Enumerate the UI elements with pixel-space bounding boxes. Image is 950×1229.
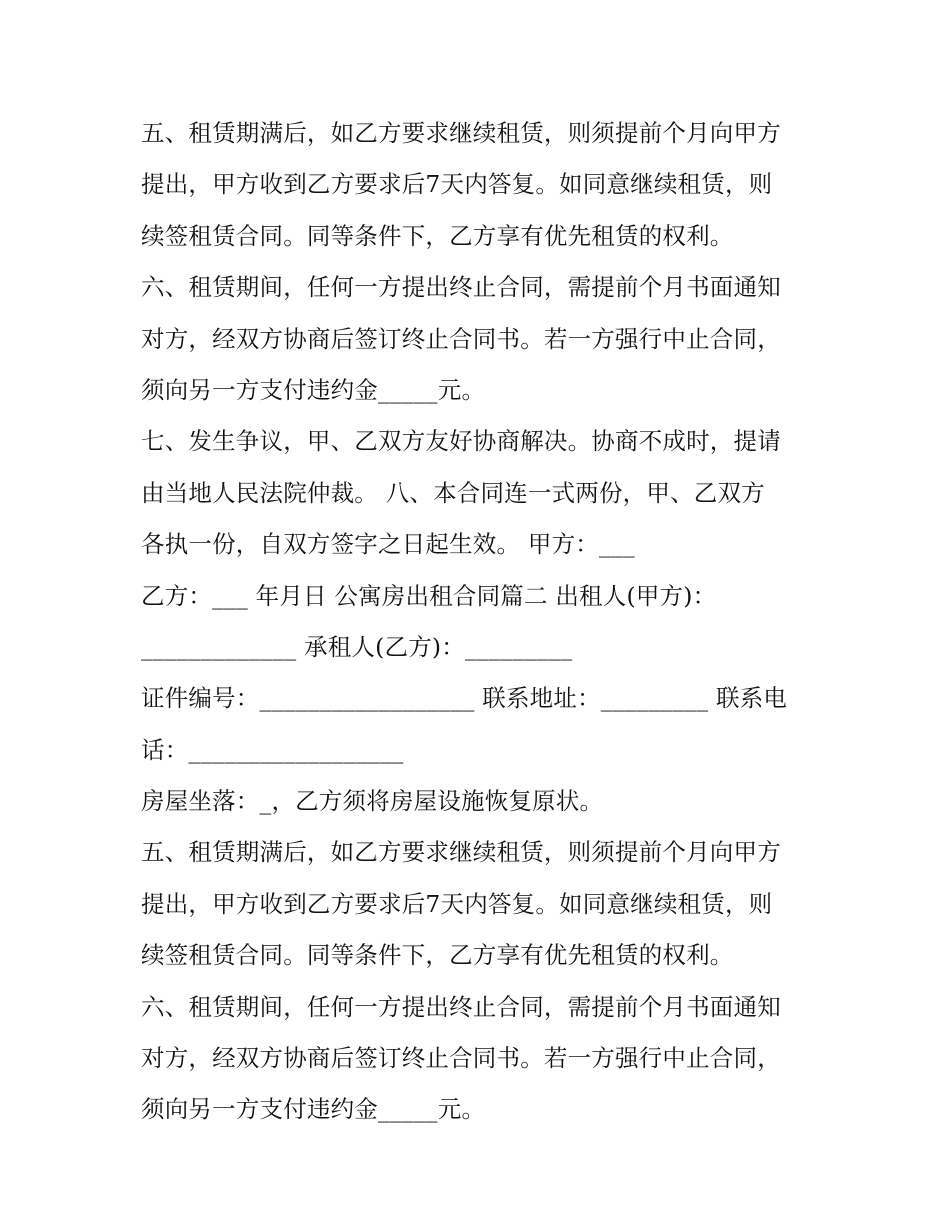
text-line: 提出，甲方收到乙方要求后7天内答复。如同意继续租赁，则 xyxy=(141,889,773,918)
text-line: 房屋坐落：_，乙方须将房屋设施恢复原状。 xyxy=(141,787,604,816)
text-line: 须向另一方支付违约金_____元。 xyxy=(141,375,486,404)
text-line: 提出，甲方收到乙方要求后7天内答复。如同意继续租赁，则 xyxy=(141,170,773,199)
contract-text xyxy=(141,108,831,1136)
text-line: 话：__________________ xyxy=(141,735,404,764)
text-line: 乙方：___ 年月日 公寓房出租合同篇二 出租人(甲方)： xyxy=(141,581,717,610)
text-line: 续签租赁合同。同等条件下，乙方享有优先租赁的权利。 xyxy=(141,221,734,250)
text-line: 续签租赁合同。同等条件下，乙方享有优先租赁的权利。 xyxy=(141,941,734,970)
text-line: 五、租赁期满后，如乙方要求继续租赁，则须提前个月向甲方 xyxy=(141,119,781,147)
text-line: 六、租赁期间，任何一方提出终止合同，需提前个月书面通知 xyxy=(141,992,781,1021)
text-line: _____________ 承租人(乙方)：_________ xyxy=(141,632,573,661)
text-line: 六、租赁期间，任何一方提出终止合同，需提前个月书面通知 xyxy=(141,273,781,302)
text-line: 各执一份，自双方签字之日起生效。 甲方：___ xyxy=(141,530,635,559)
text-line: 对方，经双方协商后签订终止合同书。若一方强行中止合同， xyxy=(141,324,781,353)
text-line: 由当地人民法院仲裁。 八、本合同连一式两份，甲、乙双方 xyxy=(141,478,765,507)
text-line: 七、发生争议，甲、乙双方友好协商解决。协商不成时，提请 xyxy=(141,427,781,456)
text-line: 证件编号：__________________ 联系地址：_________ 联系电 xyxy=(141,684,788,713)
text-line: 对方，经双方协商后签订终止合同书。若一方强行中止合同， xyxy=(141,1044,781,1073)
text-line: 须向另一方支付违约金_____元。 xyxy=(141,1095,486,1124)
text-line: 五、租赁期满后，如乙方要求继续租赁，则须提前个月向甲方 xyxy=(141,838,781,867)
